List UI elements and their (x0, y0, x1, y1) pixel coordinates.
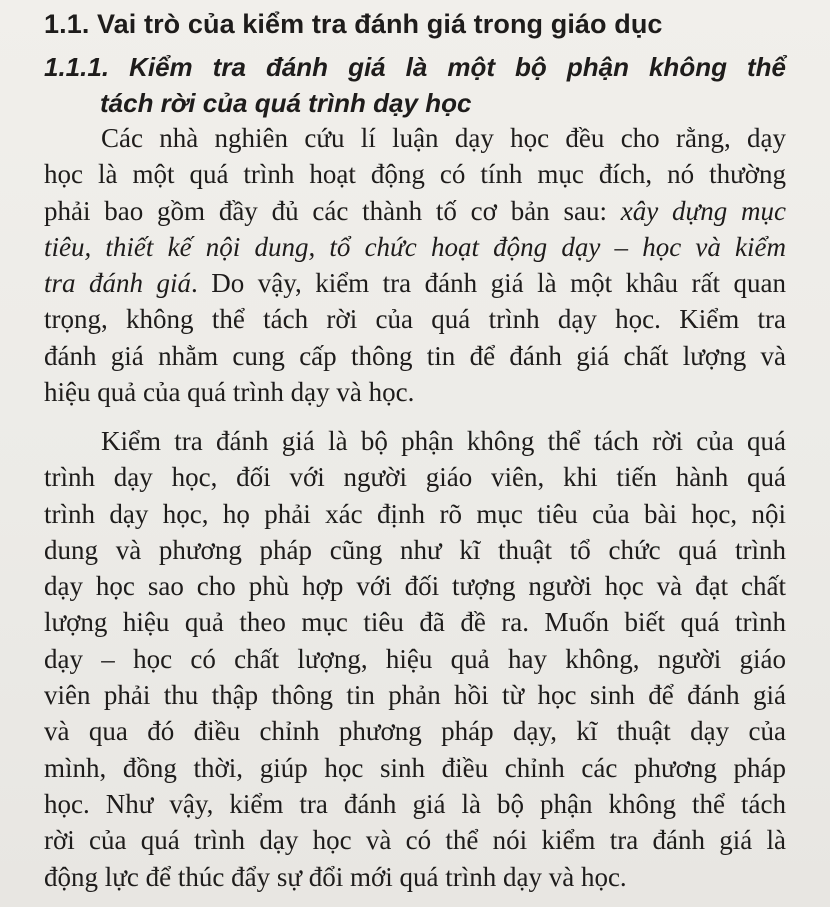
paragraph-line: trình dạy học, họ phải xác định rõ mục tiêu của bài học, nội (44, 498, 786, 529)
italic-paragraph-line: tiêu, thiết kế nội dung, tổ chức hoạt động dạy – học và kiểm (44, 231, 786, 262)
paragraph-line: dạy học sao cho phù hợp với đối tượng người học và đạt chất (44, 571, 786, 602)
paragraph-text: . Do vậy, kiểm tra đánh giá là một khâu rất quan (191, 268, 786, 299)
paragraph-line: hiệu quả của quá trình dạy và học. (44, 377, 415, 408)
paragraph-line: viên phải thu thập thông tin phản hồi từ học sinh để đánh giá (44, 680, 786, 711)
paragraph-2 (44, 423, 786, 895)
paragraph-1 (44, 120, 786, 410)
paragraph-line: lượng hiệu quả theo mục tiêu đã đề ra. Muốn biết quá trình (44, 607, 786, 638)
paragraph-line: Kiểm tra đánh giá là bộ phận không thể tách rời của quá (101, 426, 786, 456)
section-heading: 1.1. Vai trò của kiểm tra đánh giá trong giáo dục (44, 9, 663, 39)
paragraph-line: và qua đó điều chỉnh phương pháp dạy, kĩ thuật dạy của (44, 716, 786, 747)
paragraph-line: đánh giá nhằm cung cấp thông tin để đánh giá chất lượng và (44, 340, 786, 371)
paragraph-line: mình, đồng thời, giúp học sinh điều chỉnh các phương pháp (44, 752, 786, 783)
italic-phrase: xây dựng mục (620, 195, 786, 226)
italic-phrase: tra đánh giá (44, 268, 191, 299)
paragraph-line: trình dạy học, đối với người giáo viên, khi tiến hành quá (44, 462, 786, 493)
paragraph-line: rời của quá trình dạy học và có thể nói kiểm tra đánh giá là (44, 825, 786, 856)
subsection-heading-line-1: 1.1.1. Kiểm tra đánh giá là một bộ phận không thể (44, 52, 786, 82)
subsection-heading-line-2: tách rời của quá trình dạy học (100, 88, 472, 118)
paragraph-line: trọng, không thể tách rời của quá trình dạy học. Kiểm tra (44, 304, 786, 335)
paragraph-text: phải bao gồm đầy đủ các thành tố cơ bản sau: (44, 195, 621, 226)
paragraph-line: Các nhà nghiên cứu lí luận dạy học đều cho rằng, dạy (101, 123, 786, 153)
paragraph-line: động lực để thúc đẩy sự đổi mới quá trình dạy và học. (44, 861, 627, 892)
paragraph-line: dung và phương pháp cũng như kĩ thuật tổ chức quá trình (44, 534, 786, 565)
paragraph-line: học. Như vậy, kiểm tra đánh giá là bộ phận không thể tách (44, 788, 786, 819)
paragraph-line (44, 193, 786, 229)
paragraph-line (44, 265, 786, 301)
paragraph-line: dạy – học có chất lượng, hiệu quả hay không, người giáo (44, 643, 786, 674)
paragraph-line: học là một quá trình hoạt động có tính mục đích, nó thường (44, 159, 786, 190)
